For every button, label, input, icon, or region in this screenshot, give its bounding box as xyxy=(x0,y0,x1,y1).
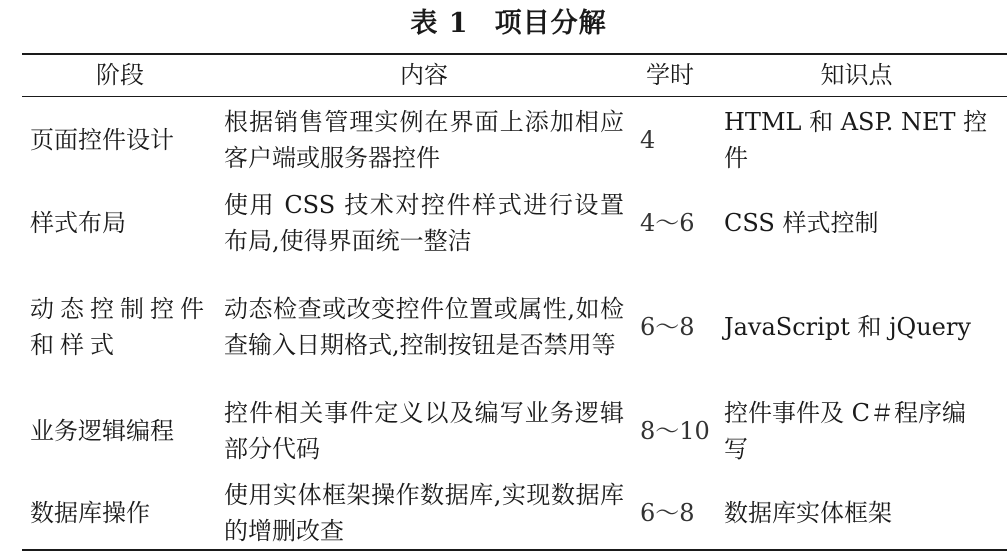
cell-hours-wrap xyxy=(640,272,720,382)
cell-knowledge: 控件事件及 C＃程序编写 xyxy=(724,399,966,463)
cell-knowledge-wrap xyxy=(724,477,989,549)
cell-knowledge: JavaScript 和 jQuery xyxy=(724,313,971,341)
table-title: 项目分解 xyxy=(494,8,607,39)
cell-hours-wrap xyxy=(640,394,720,468)
cell-stage: 页面控件设计 xyxy=(30,126,174,154)
table-row xyxy=(30,477,210,549)
table-row xyxy=(30,186,210,260)
cell-content: 动态检查或改变控件位置或属性,如检查输入日期格式,控制按钮是否禁用等 xyxy=(224,295,624,359)
cell-content-wrap xyxy=(224,394,624,468)
cell-stage: 业务逻辑编程 xyxy=(30,417,174,445)
cell-content: 使用实体框架操作数据库,实现数据库的增删改查 xyxy=(224,481,624,545)
cell-content-wrap xyxy=(224,477,624,549)
table-row xyxy=(30,394,210,468)
cell-hours-wrap xyxy=(640,477,720,549)
cell-content-wrap xyxy=(224,272,624,382)
cell-content-wrap xyxy=(224,103,624,177)
cell-knowledge-wrap xyxy=(724,186,989,260)
cell-knowledge: CSS 样式控制 xyxy=(724,209,879,237)
cell-knowledge: HTML 和 ASP. NET 控件 xyxy=(724,108,988,172)
table-row xyxy=(30,103,210,177)
cell-stage: 数据库操作 xyxy=(30,499,150,527)
header-hours: 学时 xyxy=(646,61,694,89)
cell-stage: 样式布局 xyxy=(30,209,126,237)
table-caption xyxy=(0,6,1007,42)
table-number: 表 1 xyxy=(410,8,469,39)
cell-hours-wrap xyxy=(640,103,720,177)
cell-hours-wrap xyxy=(640,186,720,260)
header-content: 内容 xyxy=(400,61,448,89)
cell-knowledge-wrap xyxy=(724,103,989,177)
header-stage: 阶段 xyxy=(96,61,144,89)
header-knowledge: 知识点 xyxy=(820,61,893,89)
cell-hours: 4～6 xyxy=(640,209,695,237)
cell-content: 使用 CSS 技术对控件样式进行设置布局,使得界面统一整洁 xyxy=(224,191,624,255)
cell-hours: 8～10 xyxy=(640,417,710,445)
cell-stage: 动态控制控件和样式 xyxy=(30,295,210,359)
cell-hours: 6～8 xyxy=(640,313,695,341)
cell-content-wrap xyxy=(224,186,624,260)
cell-content: 控件相关事件定义以及编写业务逻辑部分代码 xyxy=(224,399,624,463)
cell-knowledge-wrap xyxy=(724,272,989,382)
cell-knowledge: 数据库实体框架 xyxy=(724,499,892,527)
table-row xyxy=(30,272,210,382)
header-rule xyxy=(22,96,1007,97)
cell-content: 根据销售管理实例在界面上添加相应客户端或服务器控件 xyxy=(224,108,624,172)
cell-hours: 6～8 xyxy=(640,499,695,527)
cell-hours: 4 xyxy=(640,126,656,154)
cell-knowledge-wrap xyxy=(724,394,989,468)
